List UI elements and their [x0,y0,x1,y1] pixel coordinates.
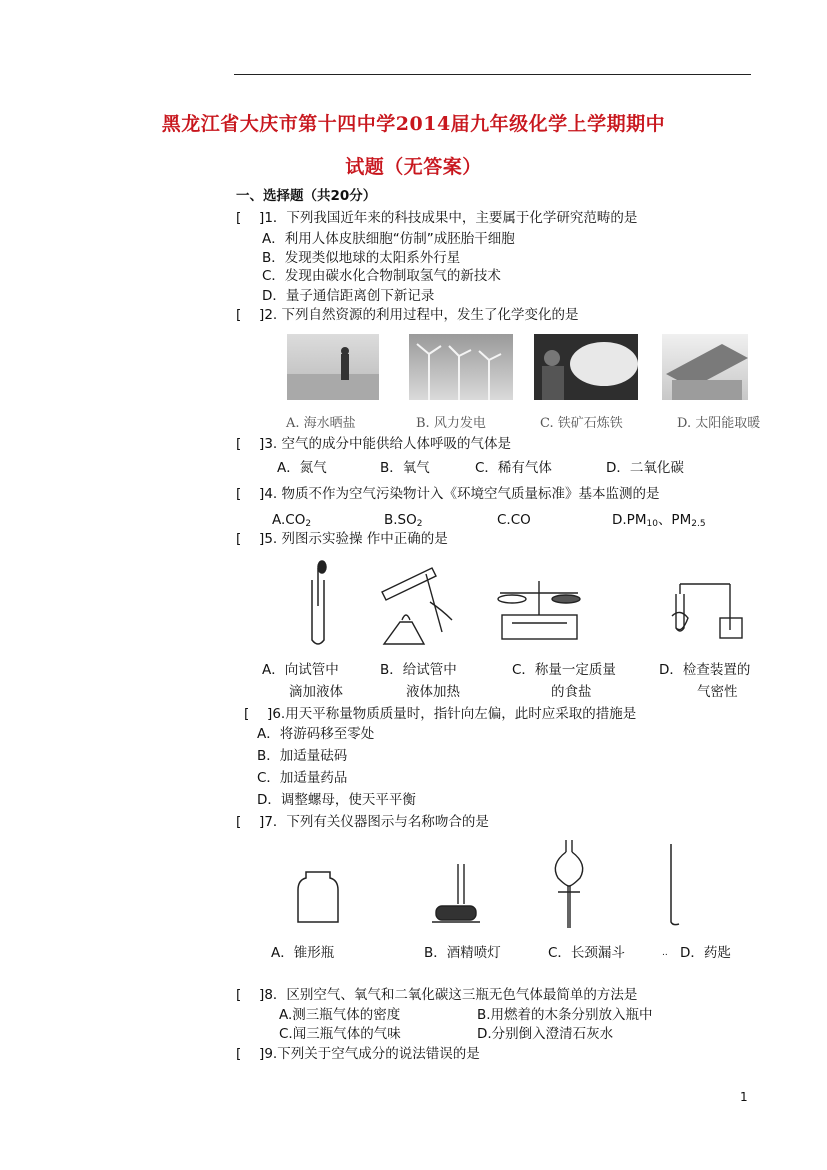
q2-photo-solar-heating [662,334,748,400]
q5-option-b-line1: B．给试管中 [380,662,457,678]
q5-option-d-line1: D．检查装置的 [659,662,751,678]
q7-option-c: C．长颈漏斗 [548,945,625,961]
q2-caption-b: B. 风力发电 [416,416,486,431]
q8-option-b: B.用燃着的木条分别放入瓶中 [477,1007,653,1023]
q6-stem: [ ]6.用天平称量物质质量时，指针向左偏，此时应采取的措施是 [244,706,637,722]
q7-option-b: B．酒精喷灯 [424,945,501,961]
q2-photo-wind-turbines [409,334,513,400]
page-title-line1: 黑龙江省大庆市第十四中学2014届九年级化学上学期期中 [161,113,666,135]
funnel-diagram [546,838,592,933]
q2-photo-salt-pans [287,334,379,400]
q4-stem: [ ]4. 物质不作为空气污染物计入《环境空气质量标准》基本监测的是 [236,486,660,502]
q3-option-b: B．氧气 [380,460,430,476]
q2-caption-d: D. 太阳能取暖 [677,416,761,431]
q6-option-a: A．将游码移至零处 [257,726,375,742]
header-rule [234,74,751,75]
q7-dot-mark: .. [662,948,668,958]
spatula-diagram [665,842,685,928]
alcohol-lamp-diagram [430,860,480,926]
q6-option-d: D．调整螺母，使天平平衡 [257,792,416,808]
q1-option-d: D．量子通信距离创下新记录 [262,288,435,304]
q8-option-d: D.分别倒入澄清石灰水 [477,1026,614,1042]
q1-option-b: B．发现类似地球的太阳系外行星 [262,250,461,266]
q5-option-c-line2: 的食盐 [551,684,592,700]
q5-option-b-line2: 液体加热 [406,684,460,700]
q5-stem: [ ]5. 列图示实验操 作中正确的是 [236,531,448,547]
dropper-test-tube-diagram [300,560,340,650]
q8-option-a: A.测三瓶气体的密度 [279,1007,401,1023]
page-number: 1 [740,1090,748,1104]
q1-stem: [ ]1．下列我国近年来的科技成果中，主要属于化学研究范畴的是 [236,210,638,226]
page-title-line2: 试题（无答案） [345,156,482,178]
wide-mouth-bottle-diagram [296,870,340,926]
balance-scale-diagram [492,575,587,645]
q1-option-a: A．利用人体皮肤细胞“仿制”成胚胎干细胞 [262,231,515,247]
q5-option-c-line1: C．称量一定质量 [512,662,616,678]
q5-option-a-line2: 滴加液体 [289,684,343,700]
section-heading: 一、选择题（共20分） [236,188,377,204]
q4-option-d: $D.PM_{10}$、$PM_{2.5}$ [612,512,706,529]
airtightness-check-diagram [670,578,745,648]
salt-worker-image [287,334,379,400]
q9-stem: [ ]9.下列关于空气成分的说法错误的是 [236,1046,480,1062]
q3-stem: [ ]3. 空气的成分中能供给人体呼吸的气体是 [236,436,511,452]
q3-option-a: A．氮气 [277,460,327,476]
q6-option-b: B．加适量砝码 [257,748,348,764]
q3-option-d: D．二氧化碳 [606,460,684,476]
q3-option-c: C．稀有气体 [475,460,552,476]
wind-turbine-image [409,334,513,400]
q5-option-a-line1: A．向试管中 [262,662,339,678]
q5-option-d-line2: 气密性 [697,684,738,700]
solar-panel-image [662,334,748,400]
q7-option-d: D．药匙 [680,945,731,961]
q4-option-a: $A.CO_2$ [272,512,312,529]
heating-test-tube-diagram [372,562,462,652]
q2-photo-iron-smelting [534,334,638,400]
q7-stem: [ ]7．下列有关仪器图示与名称吻合的是 [236,814,489,830]
q7-option-a: A．锥形瓶 [271,945,335,961]
q6-option-c: C．加适量药品 [257,770,348,786]
q8-option-c: C.闻三瓶气体的气味 [279,1026,401,1042]
q8-stem: [ ]8．区别空气、氧气和二氧化碳这三瓶无色气体最简单的方法是 [236,987,638,1003]
smelting-sparks-image [534,334,638,400]
q2-caption-c: C. 铁矿石炼铁 [540,416,623,431]
q2-caption-a: A. 海水晒盐 [286,416,356,431]
q1-option-c: C．发现由碳水化合物制取氢气的新技术 [262,268,501,284]
q4-option-c: C.CO [497,512,531,528]
q4-option-b: $B.SO_2$ [384,512,423,529]
q2-stem: [ ]2. 下列自然资源的利用过程中，发生了化学变化的是 [236,307,579,323]
